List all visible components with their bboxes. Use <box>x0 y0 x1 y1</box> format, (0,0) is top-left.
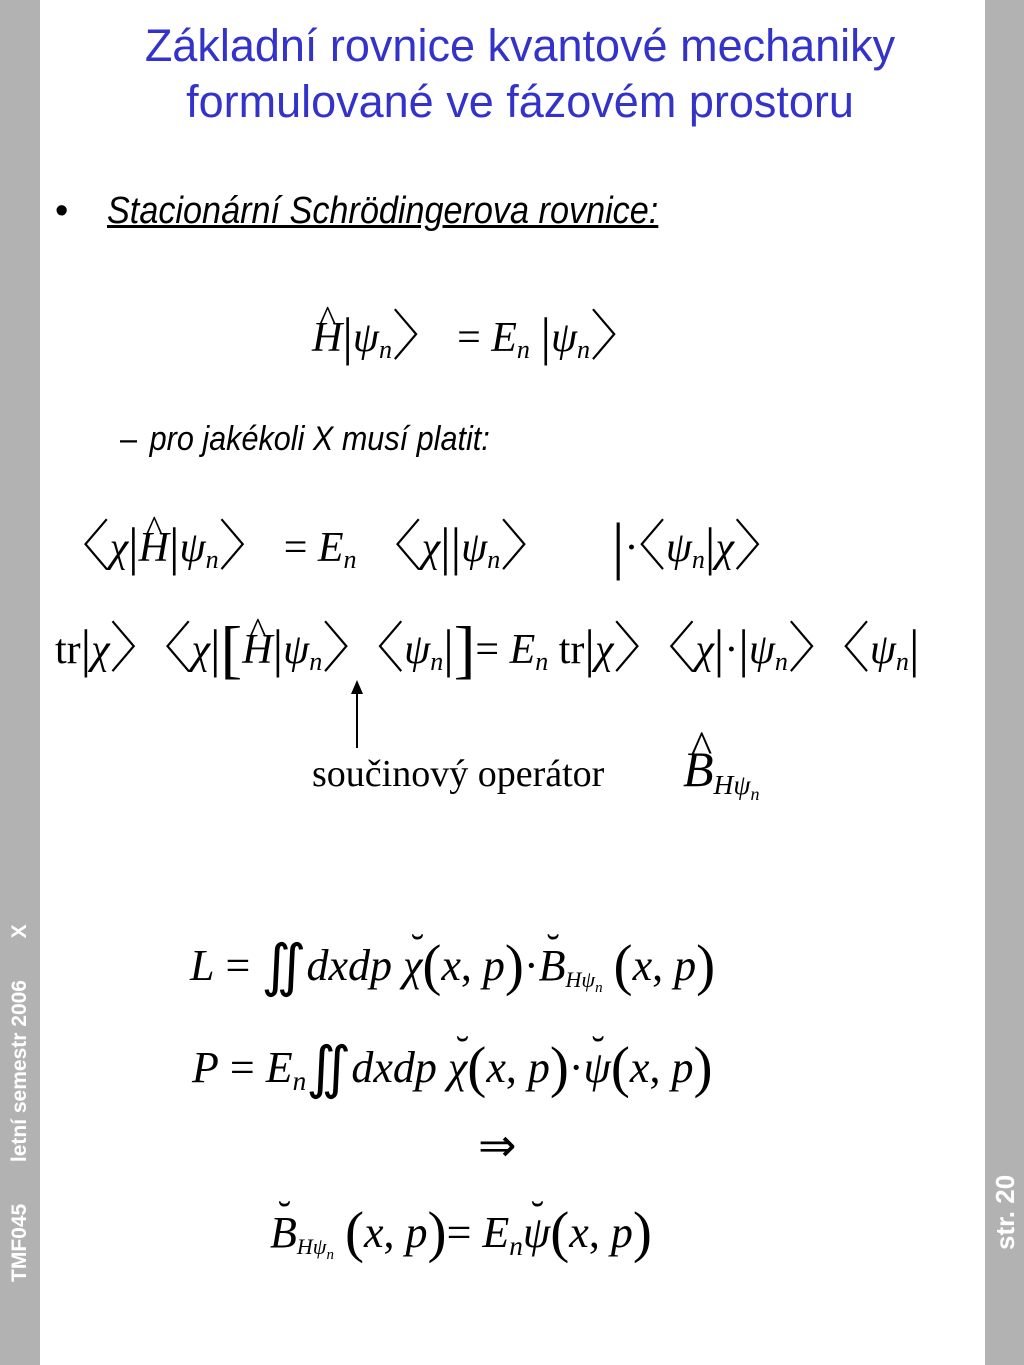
bullet-heading: Stacionární Schrödingerova rovnice: <box>107 190 659 232</box>
right-sidebar <box>985 0 1024 1365</box>
up-arrow-icon <box>342 680 372 750</box>
final-equation: ˘ BHψ$_n$ (x, p)= En˘ ψ(x, p) <box>270 1196 652 1261</box>
sub-item <box>120 420 490 459</box>
title-line-2: formulované ve fázovém prostoru <box>186 76 854 127</box>
sidebar-semester: letní semestr 2006 <box>8 980 31 1163</box>
sub-text: pro jakékoli X musí platit: <box>149 420 490 458</box>
annotation-label: součinový operátor <box>312 753 605 795</box>
integral-L: L = ∬dxdp ˘ χ(x, p)·˘ BHψ$_n$ (x, p) <box>190 928 715 994</box>
sidebar-mark: X <box>8 924 31 939</box>
projected-equation: 〈χ|^ H|ψn〉 = En 〈χ||ψn〉 |·〈ψn|χ〉 <box>55 498 789 577</box>
bullet-marker: • <box>55 190 69 232</box>
sidebar-course-info <box>8 924 32 1282</box>
implies-arrow-icon: ⇒ <box>478 1120 517 1171</box>
sub-dash: – <box>120 420 138 458</box>
title-line-1: Základní rovnice kvantové mechaniky <box>144 20 896 71</box>
sidebar-course: TMF045 <box>8 1203 31 1282</box>
page-title <box>60 18 980 130</box>
product-operator-symbol: ^ BHψ$_n$ <box>683 740 760 798</box>
schrodinger-equation: ^ H|ψn〉 = En |ψn〉 <box>312 288 645 367</box>
integral-P: P = En∬dxdp ˘ χ(x, p)·˘ ψ(x, p) <box>192 1030 713 1096</box>
trace-equation: tr|χ〉〈χ|[^ H|ψn〉〈ψn|]= En tr|χ〉〈χ|·|ψn〉〈ψn| <box>55 600 919 680</box>
product-operator-label <box>312 752 604 796</box>
page-number: str. 20 <box>990 1174 1020 1250</box>
